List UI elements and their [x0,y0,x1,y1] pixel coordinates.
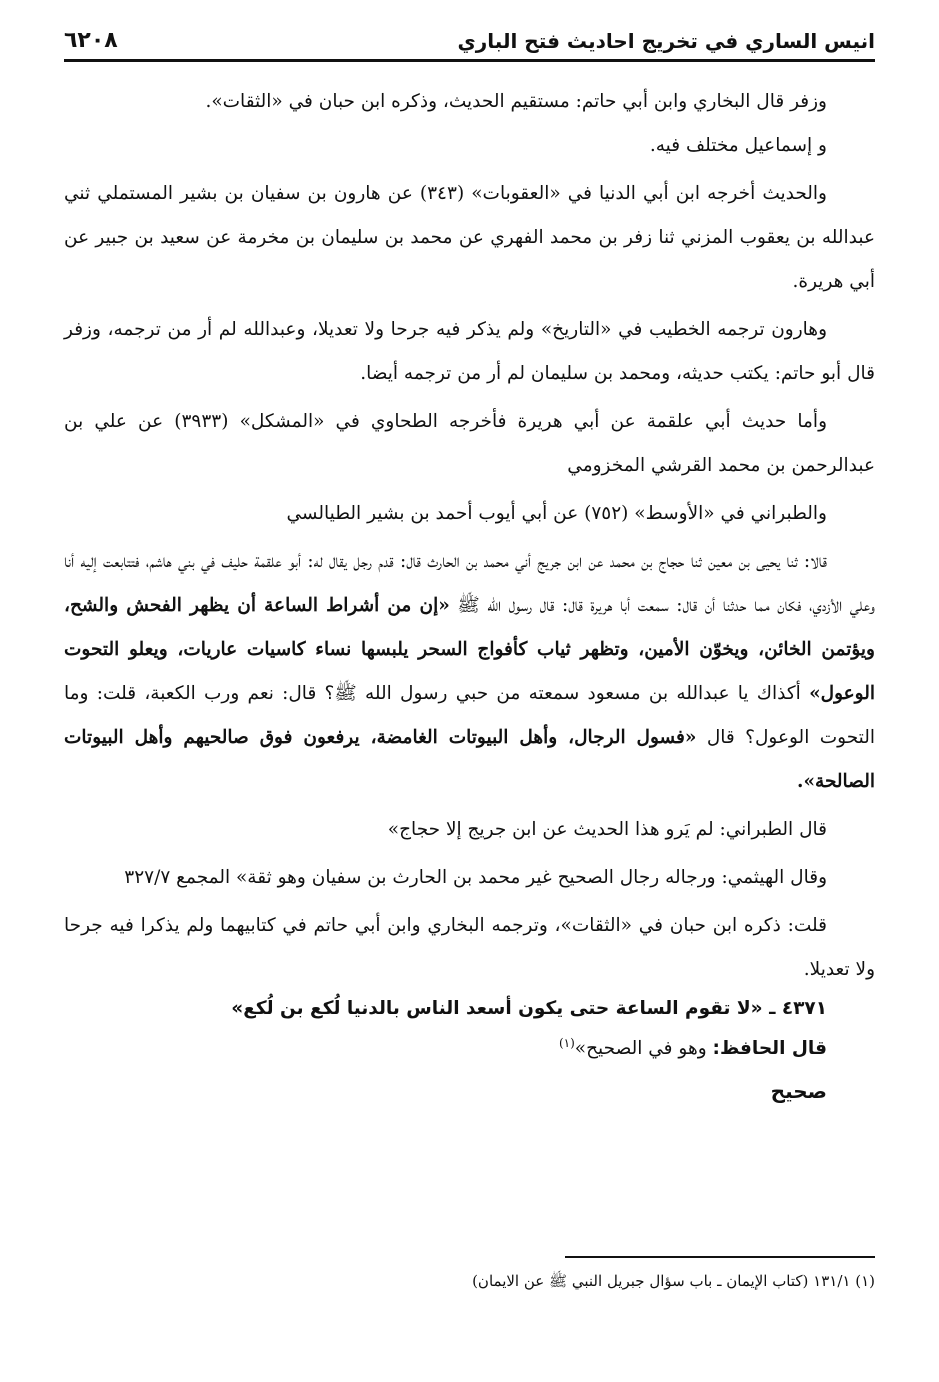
running-title: انيس الساري في تخريج احاديث فتح الباري [457,29,875,53]
hadith-matn: «إن من أشراط الساعة أن يظهر الفحش والشح، ويؤتمن الخائن، ويخوّن الأمين، وتظهر ثياب كأفواج السحر يلبسها نساء كاسيات عاريات، ويعلو التحوت الوعول» [64,595,875,704]
paragraph-harun: وهارون ترجمه الخطيب في «التاريخ» ولم يذكر فيه جرحا ولا تعديلا، وعبدالله لم أر من ترجمه، وزفر قال أبو حاتم: يكتب حديثه، ومحمد بن سليمان لم أر من ترجمه أيضا. [64,319,875,384]
hadith-isnad: قالا: ثنا يحيى بن معين ثنا حجاج بن محمد عن ابن جريج أني محمد بن الحارث قال: قدم رجل يقال له: أبو علقمة حليف في بني هاشم، فتتابعت إليه أنا وعلي الأزدي، فكان مما حدثنا أن قال: سمعت أبا هريرة قال: قال رسول الله ﷺ [64,551,875,616]
hafiz-text: وهو في الصحيح» [574,1038,713,1060]
paragraph-tabarani: والطبراني في «الأوسط» (٧٥٢) عن أبي أيوب أحمد بن بشير الطيالسي [286,503,827,524]
paragraph-ibn-abi-dunya: والحديث أخرجه ابن أبي الدنيا في «العقوبات» (٣٤٣) عن هارون بن سفيان بن بشير المستملي ثني عبدالله بن يعقوب المزني ثنا زفر بن محمد الفهري عن محمد بن سليمان بن مخرمة عن سعيد بن جبير عن أبي هريرة. [64,183,875,292]
page-number: ٦٢٠٨ [64,28,118,53]
page-header [64,28,875,62]
hafiz-label: قال الحافظ: [712,1038,827,1060]
hadith-entry-4371: ٤٣٧١ ـ «لا تقوم الساعة حتى يكون أسعد الناس بالدنيا لُكع بن لُكع» [231,998,827,1019]
hadith-answer: «فسول الرجال، وأهل البيوتات الغامضة، يرفعون فوق صالحيهم وأهل البيوتات الصالحة». [64,727,875,792]
hafiz-statement [64,1021,875,1071]
body-text [64,80,875,992]
paragraph-hadith-text [64,540,875,804]
paragraph-zufar: وزفر قال البخاري وابن أبي حاتم: مستقيم الحديث، وذكره ابن حبان في «الثقات». [205,91,827,112]
paragraph-abu-alqama: وأما حديث أبي علقمة عن أبي هريرة فأخرجه الطحاوي في «المشكل» (٣٩٣٣) عن علي بن عبدالرحمن بن محمد القرشي المخزومي [64,411,875,476]
footnote-divider [565,1256,875,1258]
hadith-question: أكذاك يا عبدالله بن مسعود سمعته من حبي رسول الله ﷺ؟ قال: نعم ورب الكعبة، قلت: وما التحوت الوعول؟ قال [64,683,875,748]
footnote: (١) ١٣١/١ (كتاب الإيمان ـ باب سؤال جبريل النبي ﷺ عن الايمان) [472,1272,875,1290]
paragraph-qultu: قلت: ذكره ابن حبان في «الثقات»، وترجمه البخاري وابن أبي حاتم في كتابيهما ولم يذكرا فيه جرحا ولا تعديلا. [64,915,875,980]
verdict: صحيح [770,1079,827,1104]
paragraph-haythami: وقال الهيثمي: ورجاله رجال الصحيح غير محمد بن الحارث بن سفيان وهو ثقة» المجمع ٣٢٧/٧ [124,867,827,888]
paragraph-tabarani-comment: قال الطبراني: لم يَرو هذا الحديث عن ابن جريج إلا حجاج» [387,819,827,840]
paragraph-ismail: و إسماعيل مختلف فيه. [649,135,827,156]
footnote-marker: (١) [558,1036,575,1050]
